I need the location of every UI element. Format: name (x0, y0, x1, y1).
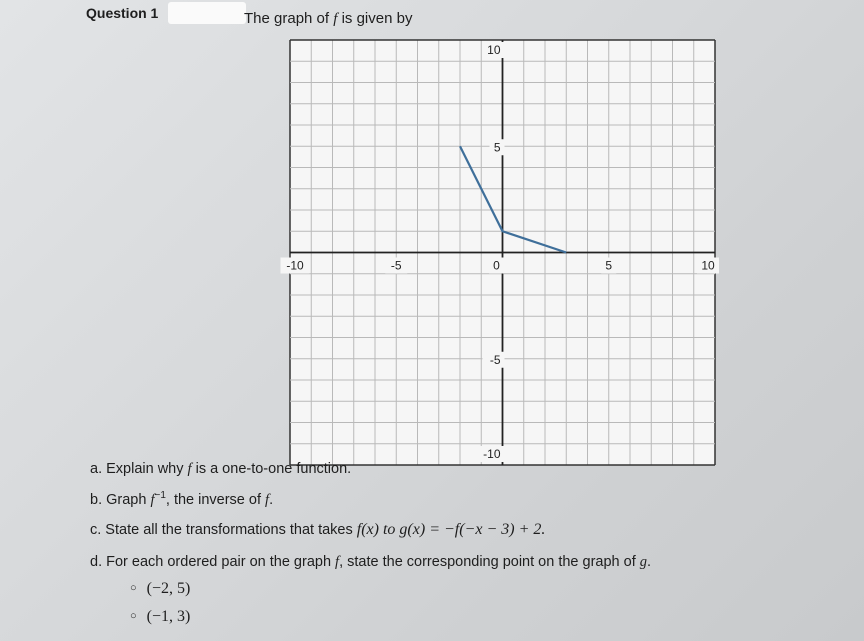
y-tick-label: -10 (483, 447, 501, 461)
pair-item-1 (130, 580, 190, 598)
part-b-prefix: b. Graph (90, 491, 147, 508)
part-b-var: f (150, 491, 155, 508)
part-a (90, 461, 351, 478)
intro-suffix: is given by (341, 10, 413, 27)
part-d-var: f (335, 554, 340, 570)
y-tick-label: 10 (487, 43, 501, 57)
pair-1: (−2, 5) (146, 580, 191, 597)
part-d-var2: g (639, 554, 648, 570)
part-d (90, 554, 651, 571)
pair-item-2 (130, 608, 190, 626)
part-b-var2: f (265, 491, 270, 508)
bullet-icon: ○ (130, 610, 137, 622)
part-b-mid: , the inverse of (165, 491, 261, 508)
part-c (90, 521, 545, 539)
part-c-math: f(x) to g(x) = −f(−x − 3) + 2. (356, 521, 546, 538)
x-tick-label: 0 (493, 258, 500, 273)
bullet-icon: ○ (130, 582, 137, 594)
part-a-suffix: is a one-to-one function. (195, 461, 352, 477)
x-tick-label: -5 (390, 258, 402, 273)
part-a-prefix: a. Explain why (90, 461, 184, 477)
part-b-end: . (269, 491, 274, 508)
x-tick-label: 5 (605, 258, 613, 273)
part-b-sup: −1 (154, 490, 166, 501)
part-c-prefix: c. State all the transformations that takes (90, 522, 353, 538)
part-b (90, 490, 273, 509)
y-tick-label: 5 (493, 140, 501, 155)
intro-prefix: The graph of (244, 10, 330, 27)
y-tick-label: -5 (489, 352, 501, 367)
x-tick-label: -10 (286, 258, 304, 273)
part-a-var: f (187, 461, 192, 477)
x-tick-label: 10 (701, 258, 715, 273)
part-d-end: . (647, 554, 652, 570)
pair-2: (−1, 3) (146, 608, 191, 625)
question-label: Question 1 (86, 5, 159, 21)
part-d-prefix: d. For each ordered pair on the graph (90, 554, 332, 570)
intro-var: f (333, 11, 338, 27)
part-d-mid: , state the corresponding point on the graph of (339, 554, 636, 570)
